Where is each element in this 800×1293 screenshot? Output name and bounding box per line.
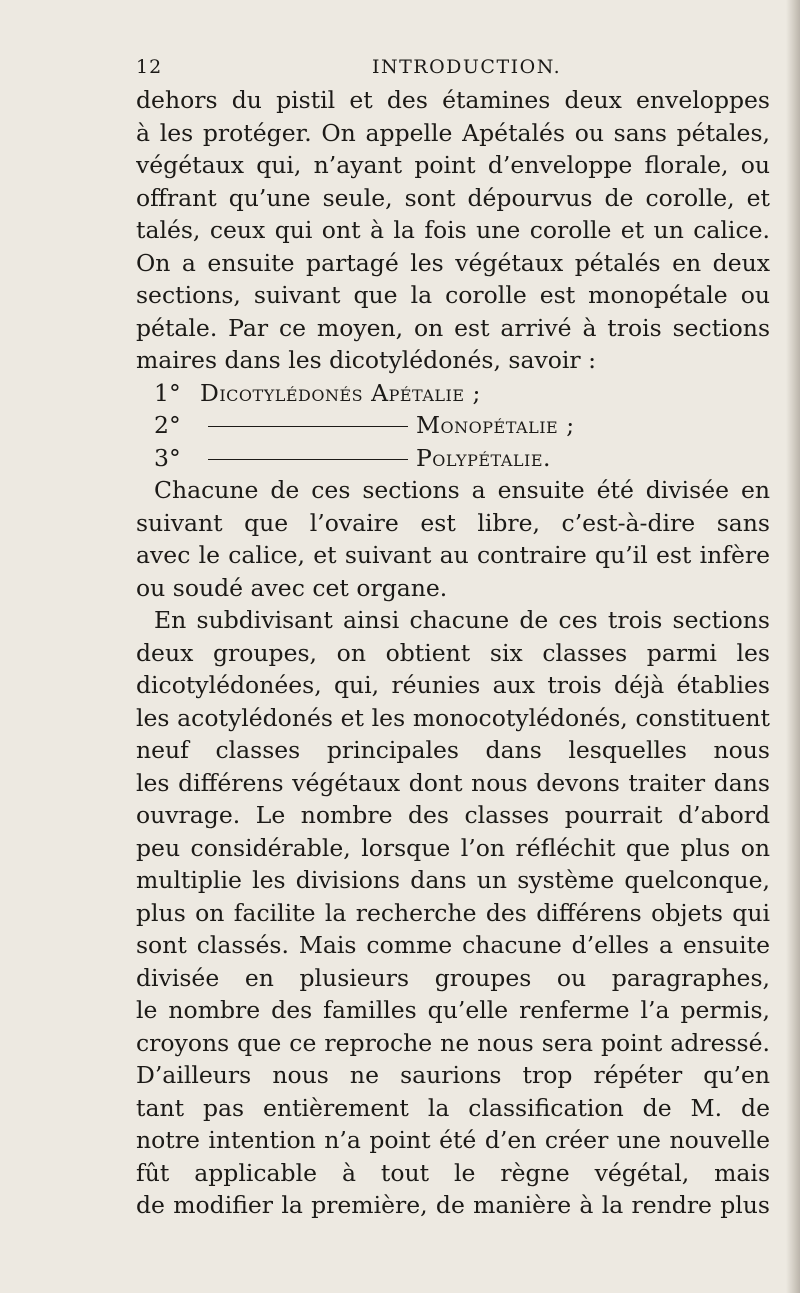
text-line: offrant qu’une seule, sont dépourvus de corolle, et: [136, 183, 770, 212]
text-line: croyons que ce reproche ne nous sera point adressé.: [136, 1028, 770, 1057]
paragraph-3: [136, 604, 770, 1222]
text-line: à les protéger. On appelle Apétalés ou sans pétales,: [136, 118, 770, 147]
list-text: Dicotylédonés Apétalie ;: [200, 378, 481, 407]
text-line: divisée en plusieurs groupes ou paragraphes,: [136, 963, 770, 992]
ditto-dash: [208, 459, 408, 460]
paragraph-1: [136, 84, 770, 377]
text-line: de modifier la première, de manière à la rendre plus: [136, 1191, 770, 1219]
text-line: avec le calice, et suivant au contraire qu’il est infère: [136, 541, 770, 569]
text-line: En subdivisant ainsi chacune de ces trois sections: [154, 606, 770, 634]
text-line: Chacune de ces sections a ensuite été divisée en: [154, 476, 770, 504]
text-line: végétaux qui, n’ayant point d’enveloppe florale, ou: [136, 151, 770, 179]
text-line: dicotylédonées, qui, réunies aux trois déjà établies: [136, 671, 770, 699]
text-line: les différens végétaux dont nous devons traiter dans: [136, 768, 770, 797]
running-header: [136, 56, 770, 86]
text-line: notre intention n’a point été d’en créer une nouvelle: [136, 1126, 770, 1154]
text-line: D’ailleurs nous ne saurions trop répéter qu’en: [136, 1061, 770, 1089]
text-line: multiplie les divisions dans un système quelconque,: [136, 866, 770, 894]
text-line: neuf classes principales dans lesquelles nous: [136, 736, 770, 764]
text-line: dehors du pistil et des étamines deux enveloppes: [136, 86, 770, 114]
text-line: maires dans les dicotylédonés, savoir :: [136, 346, 597, 374]
text-line: plus on facilite la recherche des différens objets qui: [136, 898, 770, 927]
text-line: le nombre des familles qu’elle renferme l’a permis,: [136, 996, 770, 1024]
text-line: sont classés. Mais comme chacune d’elles a ensuite: [136, 931, 770, 959]
list-item: [136, 409, 770, 442]
list-item: [136, 442, 770, 475]
running-title: INTRODUCTION.: [372, 56, 562, 78]
list-number: 1°: [154, 378, 181, 407]
list-item: [136, 377, 770, 410]
ditto-dash: [208, 426, 408, 427]
text-line: suivant que l’ovaire est libre, c’est-à-dire sans: [136, 508, 770, 537]
list-text: Polypétalie.: [416, 443, 551, 472]
text-line: sections, suivant que la corolle est monopétale ou: [136, 281, 770, 309]
text-line: ou soudé avec cet organe.: [136, 573, 448, 602]
list-number: 2°: [154, 411, 181, 439]
class-list: [136, 377, 770, 475]
list-number: 3°: [154, 443, 181, 472]
text-line: peu considérable, lorsque l’on réfléchit que plus on: [136, 833, 770, 862]
body-text: [136, 84, 770, 1222]
paragraph-2: [136, 474, 770, 604]
text-line: fût applicable à tout le règne végétal, mais: [136, 1158, 770, 1187]
text-line: ouvrage. Le nombre des classes pourrait d’abord: [136, 801, 770, 829]
text-line: deux groupes, on obtient six classes parmi les: [136, 638, 770, 667]
page-number: 12: [136, 56, 163, 78]
text-line: talés, ceux qui ont à la fois une corolle et un calice.: [136, 216, 770, 244]
text-line: tant pas entièrement la classification de M. de: [136, 1093, 770, 1122]
text-line: pétale. Par ce moyen, on est arrivé à trois sections: [136, 313, 770, 342]
text-line: les acotylédonés et les monocotylédonés, constituent: [136, 703, 770, 732]
page-edge-shadow: [786, 0, 800, 1293]
list-text: Monopétalie ;: [416, 411, 575, 439]
text-line: On a ensuite partagé les végétaux pétalés en deux: [136, 248, 770, 277]
